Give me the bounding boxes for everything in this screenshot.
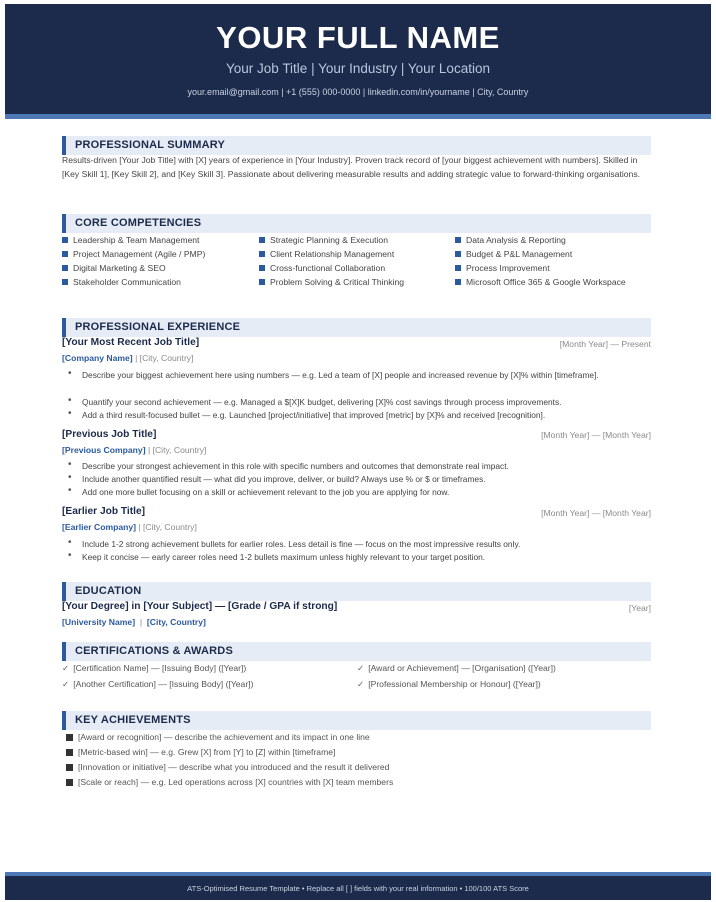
job-title: [Previous Job Title]	[62, 429, 157, 440]
education-year: [Year]	[628, 603, 651, 613]
competency-item: Microsoft Office 365 & Google Workspace	[455, 277, 626, 288]
bullet-icon: •	[68, 472, 72, 483]
full-name: YOUR FULL NAME	[216, 20, 500, 55]
achievement-item: [Scale or reach] — e.g. Led operations across [X] countries with [X] team members	[66, 776, 393, 788]
checkmark-icon: ✓	[62, 663, 70, 673]
checkmark-icon: ✓	[62, 679, 70, 689]
checkmark-icon: ✓	[357, 663, 365, 673]
section-title: PROFESSIONAL SUMMARY	[75, 139, 226, 151]
square-bullet-icon	[455, 279, 461, 285]
square-bullet-icon	[259, 265, 265, 271]
job-date: [Month Year] — [Month Year]	[541, 430, 651, 440]
resume-header	[5, 4, 711, 116]
square-bullet-icon	[455, 251, 461, 257]
checkmark-icon: ✓	[357, 679, 365, 689]
section-header-achievements	[62, 711, 651, 730]
contact-line: your.email@gmail.com | +1 (555) 000-0000 | linkedin.com/in/yourname | City, Country	[187, 87, 529, 97]
job-title: [Your Most Recent Job Title]	[62, 337, 200, 348]
square-bullet-icon	[66, 779, 73, 786]
bullet-icon: •	[68, 550, 72, 561]
bullet-icon: •	[68, 485, 72, 496]
section-header-competencies	[62, 214, 651, 233]
competency-item: Client Relationship Management	[259, 249, 394, 260]
footer-text: ATS-Optimised Resume Template • Replace all [ ] fields with your real information • 100/100 ATS Score	[187, 884, 529, 893]
certification-item: ✓ [Another Certification] — [Issuing Body] ([Year])	[62, 679, 254, 689]
square-bullet-icon	[455, 237, 461, 243]
section-header-summary	[62, 136, 651, 155]
competency-item: Digital Marketing & SEO	[62, 263, 166, 274]
job-date: [Month Year] — Present	[559, 339, 651, 349]
section-title: EDUCATION	[75, 585, 142, 597]
company-name: [Previous Company]	[62, 445, 146, 455]
company-line	[62, 444, 206, 456]
job-bullet: Add a third result-focused bullet — e.g. Launched [project/initiative] that improved [metric] by [X]% and received [recognition].	[82, 410, 546, 420]
square-bullet-icon	[66, 764, 73, 771]
company-location: | [City, Country]	[138, 522, 197, 532]
competency-item: Stakeholder Communication	[62, 277, 181, 288]
bullet-icon: •	[68, 537, 72, 548]
competency-item: Budget & P&L Management	[455, 249, 572, 260]
square-bullet-icon	[62, 237, 68, 243]
competency-item: Leadership & Team Management	[62, 235, 199, 246]
square-bullet-icon	[259, 251, 265, 257]
job-bullet: Keep it concise — early career roles need 1-2 bullets maximum unless highly relevant to your target position.	[82, 552, 486, 562]
square-bullet-icon	[62, 251, 68, 257]
company-line	[62, 521, 197, 533]
job-bullet: Describe your strongest achievement in this role with specific numbers and outcomes that demonstrate real impact.	[82, 461, 509, 471]
summary-text: Results-driven [Your Job Title] with [X] years of experience in [Your Industry]. Proven track record of [your biggest achievement with numbers]. Skilled in [Key Skill 1], [Key Skill 2], and [Key Skill 3]. Passionate about delivering measurable results and adding strategic value to forward-thinking organisations.	[62, 155, 641, 179]
achievement-item: [Metric-based win] — e.g. Grew [X] from [Y] to [Z] within [timeframe]	[66, 746, 335, 758]
achievement-item: [Award or recognition] — describe the achievement and its impact in one line	[66, 731, 370, 743]
achievement-item: [Innovation or initiative] — describe what you introduced and the result it delivered	[66, 761, 389, 773]
company-name: [Company Name]	[62, 353, 133, 363]
header-accent-stripe	[5, 114, 711, 119]
company-line	[62, 352, 194, 364]
bullet-icon: •	[68, 459, 72, 470]
section-title: CERTIFICATIONS & AWARDS	[75, 645, 233, 657]
competency-item: Project Management (Agile / PMP)	[62, 249, 205, 260]
job-title: [Earlier Job Title]	[62, 506, 146, 517]
resume-footer	[5, 876, 711, 900]
bullet-icon: •	[68, 368, 72, 379]
section-title: CORE COMPETENCIES	[75, 217, 202, 229]
degree-line: [Your Degree] in [Your Subject] — [Grade / GPA if strong]	[62, 601, 338, 612]
job-bullet: Add one more bullet focusing on a skill or achievement relevant to the job you are applying for now.	[82, 487, 450, 497]
university-name: [University Name]	[62, 617, 136, 627]
company-location: | [City, Country]	[147, 445, 207, 455]
competency-item: Process Improvement	[455, 263, 550, 274]
certification-item: ✓ [Professional Membership or Honour] ([Year])	[357, 679, 541, 689]
certification-item: ✓ [Award or Achievement] — [Organisation] ([Year])	[357, 663, 556, 673]
competency-item: Strategic Planning & Execution	[259, 235, 388, 246]
company-name: [Earlier Company]	[62, 522, 137, 532]
university-line	[62, 616, 206, 628]
section-header-education	[62, 582, 651, 601]
section-header-experience	[62, 318, 651, 337]
square-bullet-icon	[66, 749, 73, 756]
square-bullet-icon	[62, 265, 68, 271]
job-bullet: Quantify your second achievement — e.g. Managed a $[X]K budget, delivering [X]% cost savings through process improvements.	[82, 397, 562, 407]
competency-item: Problem Solving & Critical Thinking	[259, 277, 404, 288]
job-bullet: Describe your biggest achievement here using numbers — e.g. Led a team of [X] people and increased revenue by [X]% within [timeframe].	[82, 370, 599, 380]
competency-item: Data Analysis & Reporting	[455, 235, 566, 246]
square-bullet-icon	[62, 279, 68, 285]
job-date: [Month Year] — [Month Year]	[541, 508, 651, 518]
job-subtitle: Your Job Title | Your Industry | Your Location	[226, 61, 490, 76]
pipe-separator: |	[137, 617, 145, 627]
square-bullet-icon	[259, 279, 265, 285]
certification-item: ✓ [Certification Name] — [Issuing Body] ([Year])	[62, 663, 247, 673]
section-header-certifications	[62, 642, 651, 661]
job-bullet: Include another quantified result — what did you improve, deliver, or build? Always use % or $ or timeframes.	[82, 474, 486, 484]
company-location: | [City, Country]	[135, 353, 194, 363]
square-bullet-icon	[259, 237, 265, 243]
square-bullet-icon	[66, 734, 73, 741]
bullet-icon: •	[68, 395, 72, 406]
section-title: PROFESSIONAL EXPERIENCE	[75, 321, 241, 333]
square-bullet-icon	[455, 265, 461, 271]
competency-item: Cross-functional Collaboration	[259, 263, 385, 274]
university-city: [City, Country]	[146, 617, 206, 627]
bullet-icon: •	[68, 408, 72, 419]
section-title: KEY ACHIEVEMENTS	[75, 714, 191, 726]
job-bullet: Include 1-2 strong achievement bullets for earlier roles. Less detail is fine — focus on the most impressive results only.	[82, 539, 521, 549]
